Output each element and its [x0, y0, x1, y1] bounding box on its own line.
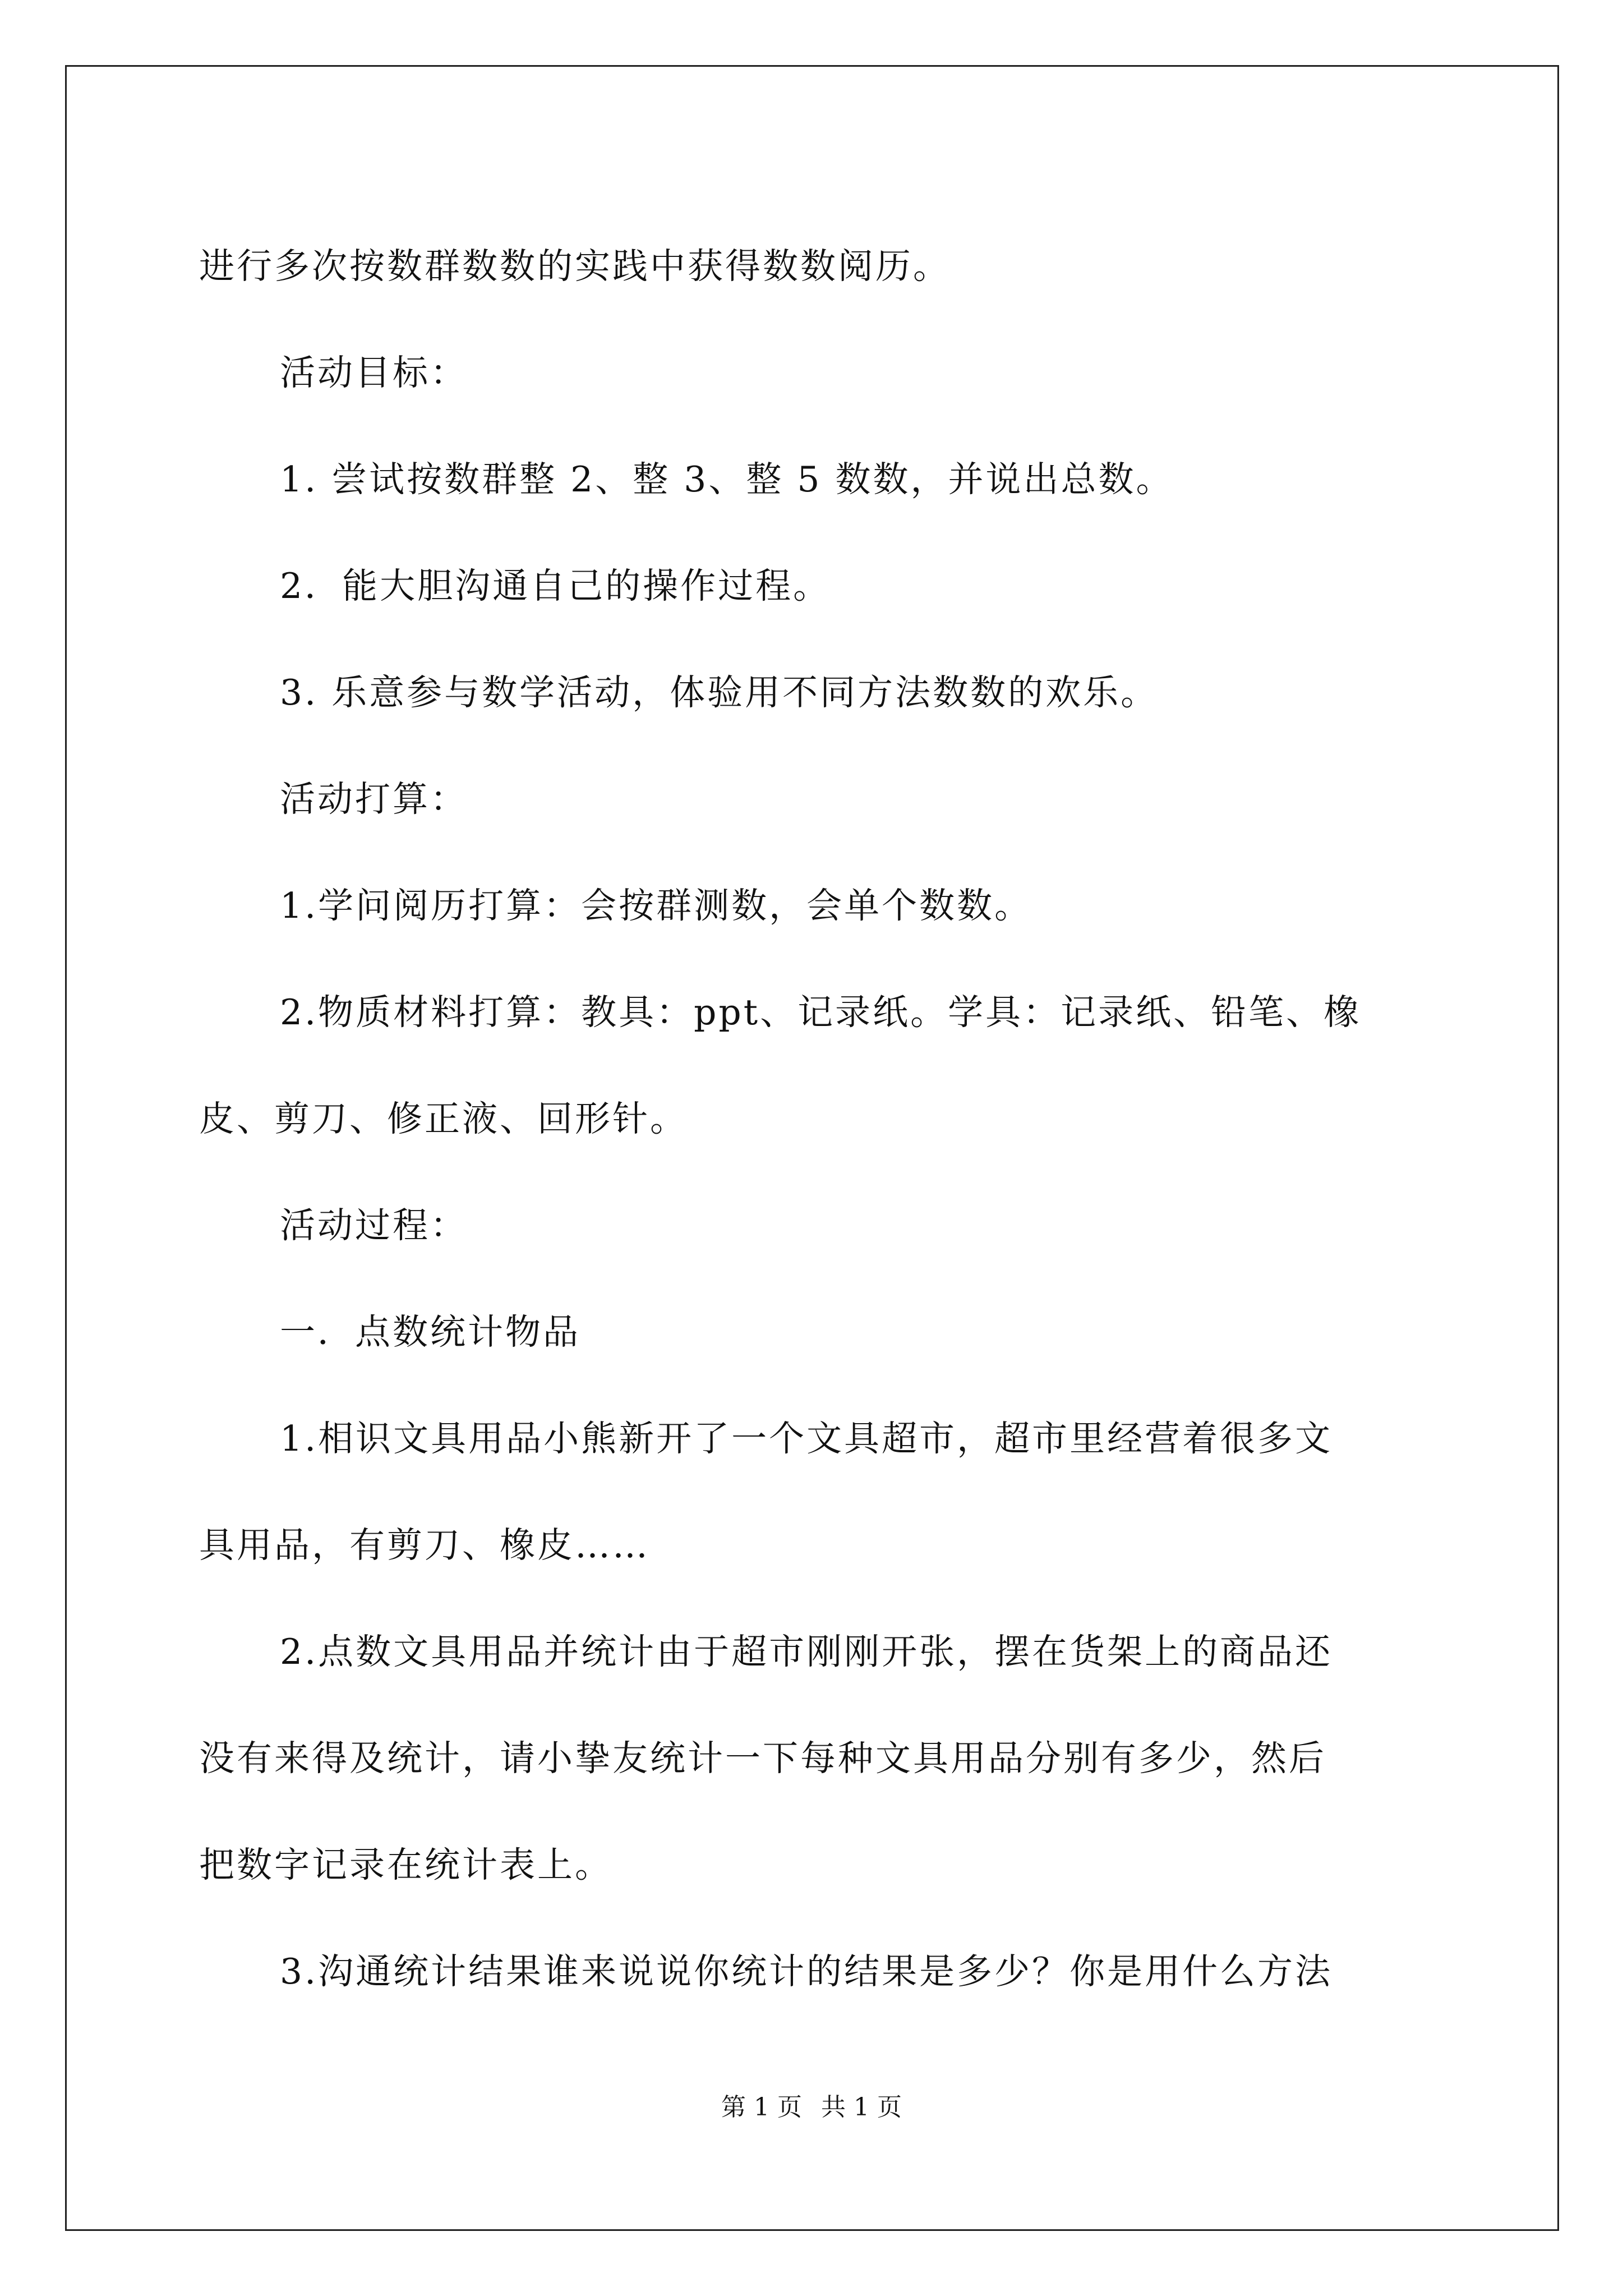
section-heading-goals: 活动目标： [280, 352, 468, 393]
paragraph-line: 1.相识文具用品小熊新开了一个文具超市，超市里经营着很多文 [280, 1418, 1333, 1459]
paragraph-line: 把数字记录在统计表上。 [199, 1844, 612, 1885]
paragraph-line: 3. 乐意参与数学活动，体验用不同方法数数的欢乐。 [280, 672, 1159, 713]
section-heading-preparation: 活动打算： [280, 779, 468, 820]
paragraph-line: 3.沟通统计结果谁来说说你统计的结果是多少？你是用什么方法 [280, 1951, 1333, 1992]
paragraph-line: 皮、剪刀、修正液、回形针。 [199, 1098, 688, 1139]
paragraph-line: 没有来得及统计，请小挚友统计一下每种文具用品分别有多少，然后 [199, 1738, 1326, 1779]
paragraph-line: 1.学问阅历打算：会按群测数，会单个数数。 [280, 885, 1032, 926]
paragraph-line: 1. 尝试按数群整 2、整 3、整 5 数数，并说出总数。 [280, 459, 1174, 500]
page-number: 第 1 页 [721, 2093, 802, 2122]
page-footer [0, 2087, 1623, 2123]
paragraph-line: 2.物质材料打算：教具：ppt、记录纸。学具：记录纸、铅笔、橡 [280, 992, 1362, 1033]
page-total: 共 1 页 [821, 2093, 902, 2122]
paragraph-line: 2．能大胆沟通自己的操作过程。 [280, 565, 831, 606]
paragraph-line: 具用品，有剪刀、橡皮…… [199, 1525, 650, 1566]
paragraph-line: 进行多次按数群数数的实践中获得数数阅历。 [199, 246, 951, 287]
paragraph-line: 2.点数文具用品并统计由于超市刚刚开张，摆在货架上的商品还 [280, 1631, 1333, 1672]
subsection-heading: 一．点数统计物品 [280, 1312, 580, 1352]
document-body [199, 213, 1433, 2025]
section-heading-process: 活动过程： [280, 1205, 468, 1246]
